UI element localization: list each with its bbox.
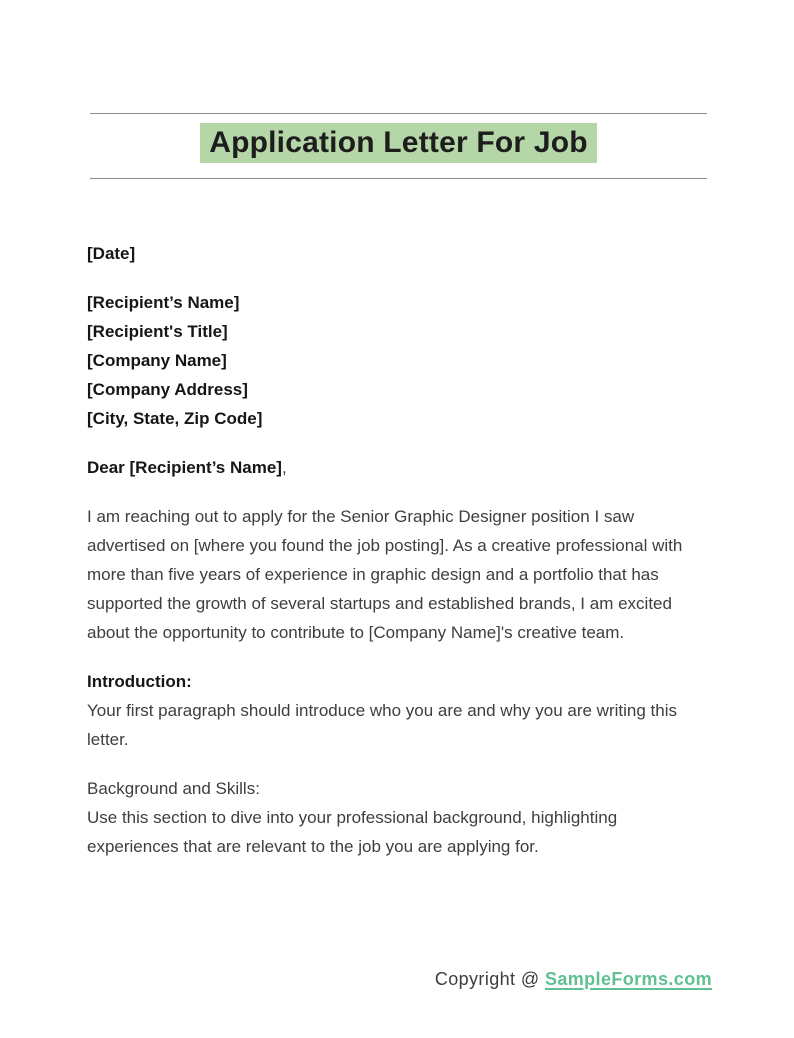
sampleforms-link[interactable]: SampleForms.com: [544, 969, 712, 989]
background-skills-section: [87, 774, 707, 861]
introduction-text: Your first paragraph should introduce who you are and why you are writing this letter.: [87, 701, 677, 749]
page-title: Application Letter For Job: [200, 123, 597, 163]
recipient-block: [87, 288, 707, 433]
footer: [435, 967, 712, 991]
salutation: [87, 453, 707, 482]
introduction-label: Introduction:: [87, 672, 192, 691]
letter-body: [87, 239, 707, 861]
date-placeholder: [Date]: [87, 244, 136, 263]
background-skills-label: Background and Skills:: [87, 779, 260, 798]
salutation-comma: ,: [281, 458, 287, 477]
recipient-name: [Recipient’s Name]: [87, 293, 240, 312]
salutation-text: Dear [Recipient’s Name]: [87, 458, 282, 477]
copyright-text: Copyright @: [434, 969, 545, 989]
background-skills-text: Use this section to dive into your professional background, highlighting experiences that are relevant to the job you are applying for.: [87, 808, 618, 856]
opening-paragraph: I am reaching out to apply for the Senior Graphic Designer position I saw advertised on [where you found the job posting]. As a creative professional with more than five years of experience in graphic design and a portfolio that has supported the growth of several startups and established brands, I am excited about the opportunity to contribute to [Company Name]'s creative team.: [87, 507, 683, 642]
company-name: [Company Name]: [87, 351, 227, 370]
introduction-section: [87, 667, 707, 754]
city-state-zip: [City, State, Zip Code]: [87, 409, 263, 428]
title-banner: [90, 113, 707, 179]
company-address: [Company Address]: [87, 380, 248, 399]
recipient-title: [Recipient's Title]: [87, 322, 228, 341]
